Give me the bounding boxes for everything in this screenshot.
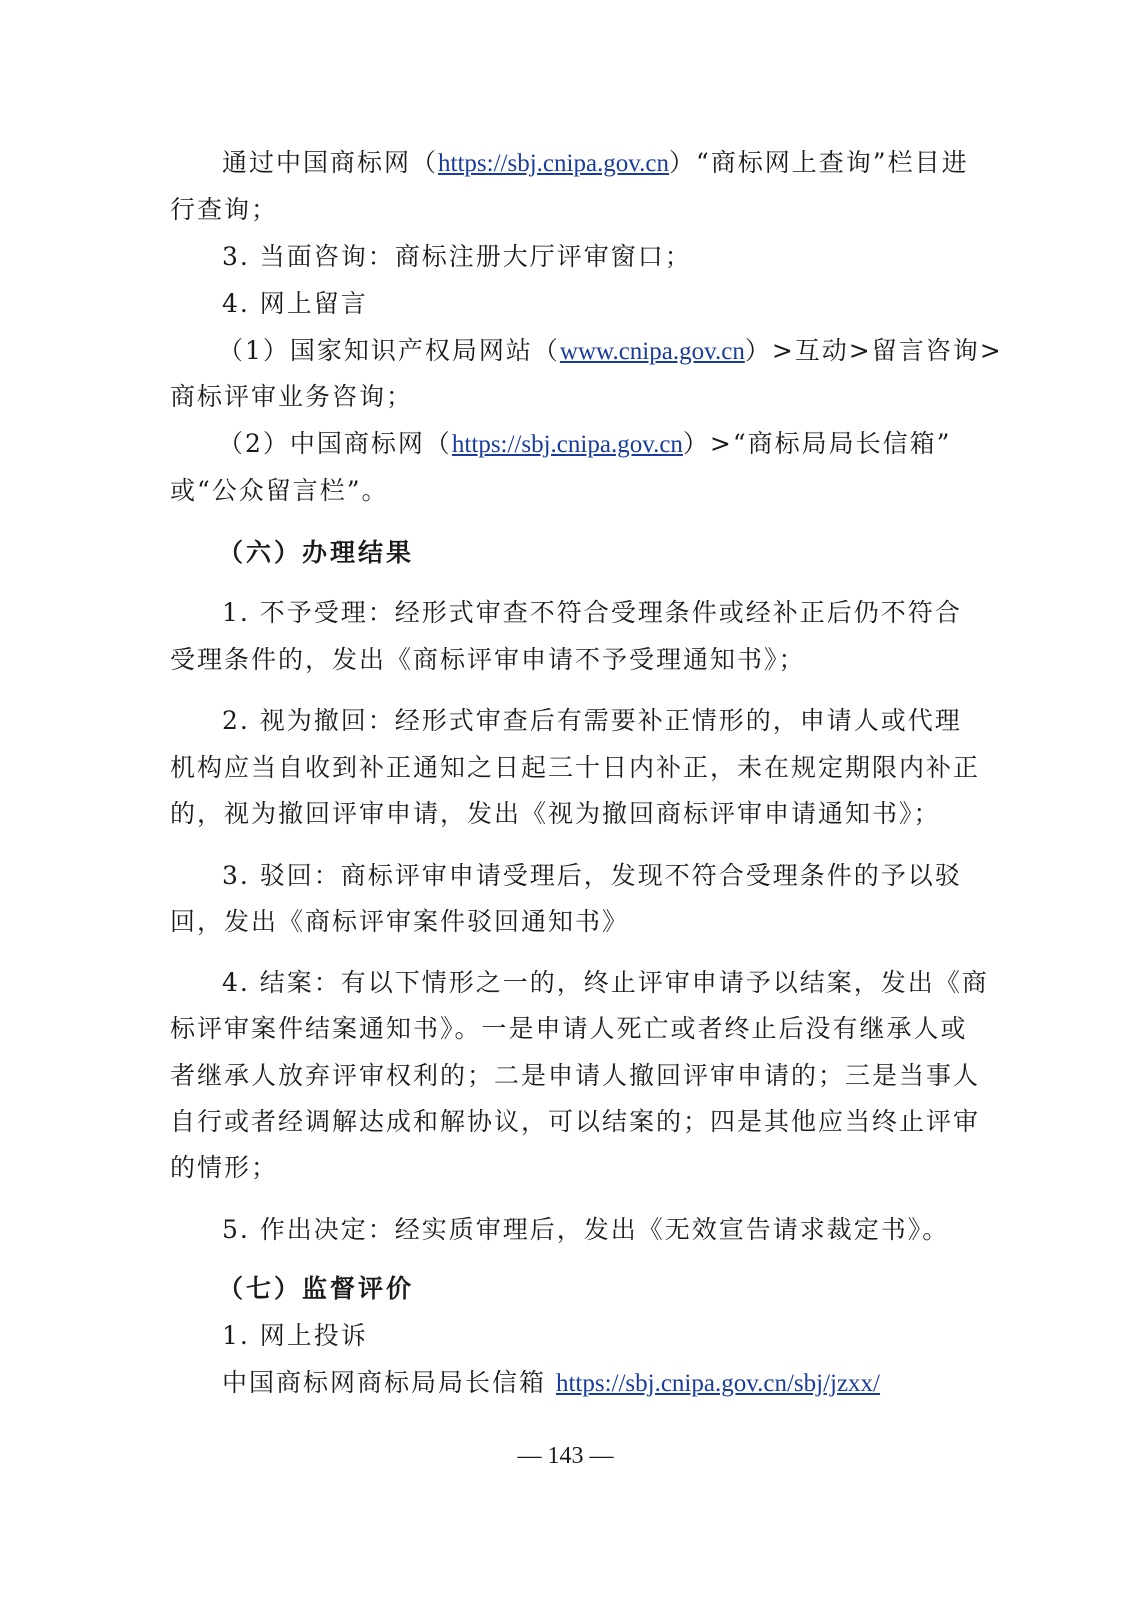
query-prefix: 通过中国商标网（: [222, 148, 439, 177]
page-dash-left: —: [517, 1443, 542, 1469]
result-2-line-2: 机构应当自收到补正通知之日起三十日内补正，未在规定期限内补正: [170, 753, 981, 782]
page-dash-right: —: [589, 1443, 614, 1469]
cnipa-website-link[interactable]: www.cnipa.gov.cn: [559, 338, 745, 365]
online-msg-1-line-1: [218, 335, 1003, 368]
result-4-line-5: 的情形；: [170, 1153, 279, 1182]
result-4-line-4: 自行或者经调解达成和解协议，可以结案的；四是其他应当终止评审: [170, 1107, 981, 1136]
director-mailbox-link[interactable]: https://sbj.cnipa.gov.cn/sbj/jzxx/: [555, 1370, 881, 1397]
online-msg-2-line-2: 或“公众留言栏”。: [170, 476, 389, 505]
section-7-heading: （七）监督评价: [218, 1274, 415, 1303]
supervision-mailbox-line: [222, 1367, 960, 1400]
result-3-line-1: 3. 驳回：商标评审申请受理后，发现不符合受理条件的予以驳: [222, 861, 962, 890]
supervision-item-1: 1. 网上投诉: [222, 1321, 368, 1350]
result-2-line-3: 的，视为撤回评审申请，发出《视为撤回商标评审申请通知书》；: [170, 799, 941, 828]
online-msg-2-suffix: ）>“商标局局长信箱”: [682, 429, 952, 458]
page-number: 143: [547, 1443, 584, 1469]
page-number-footer: [0, 1440, 1131, 1472]
result-5: 5. 作出决定：经实质审理后，发出《无效宣告请求裁定书》。: [222, 1215, 950, 1244]
section-6-heading: （六）办理结果: [218, 538, 415, 567]
result-3-line-2: 回，发出《商标评审案件驳回通知书》: [170, 907, 630, 936]
result-4-line-1: 4. 结案：有以下情形之一的，终止评审申请予以结案，发出《商: [222, 968, 989, 997]
query-line-2: 行查询；: [170, 195, 279, 224]
result-1-line-2: 受理条件的，发出《商标评审申请不予受理通知书》；: [170, 645, 806, 674]
online-msg-1-line-2: 商标评审业务咨询；: [170, 382, 414, 411]
cnipa-trademark-link[interactable]: https://sbj.cnipa.gov.cn: [438, 150, 670, 177]
result-4-line-2: 标评审案件结案通知书》。一是申请人死亡或者终止后没有继承人或: [170, 1014, 968, 1043]
online-msg-1-suffix: ）>互动>留言咨询>: [744, 336, 1003, 365]
result-4-line-3: 者继承人放弃评审权利的；二是申请人撤回评审申请的；三是当事人: [170, 1061, 981, 1090]
online-msg-2-line-1: [218, 428, 960, 461]
trademark-mailbox-link[interactable]: https://sbj.cnipa.gov.cn: [451, 431, 683, 458]
query-suffix: ）“商标网上查询”栏目进: [669, 148, 969, 177]
online-msg-2-prefix: （2）中国商标网（: [218, 429, 452, 458]
supervision-mailbox-prefix: 中国商标网商标局局长信箱: [222, 1368, 556, 1397]
result-1-line-1: 1. 不予受理：经形式审查不符合受理条件或经补正后仍不符合: [222, 598, 962, 627]
result-2-line-1: 2. 视为撤回：经形式审查后有需要补正情形的，申请人或代理: [222, 706, 962, 735]
item-4-online-message: 4. 网上留言: [222, 289, 368, 318]
query-line-1: [222, 147, 969, 180]
online-msg-1-prefix: （1）国家知识产权局网站（: [218, 336, 560, 365]
item-3-in-person: 3. 当面咨询：商标注册大厅评审窗口；: [222, 242, 692, 271]
